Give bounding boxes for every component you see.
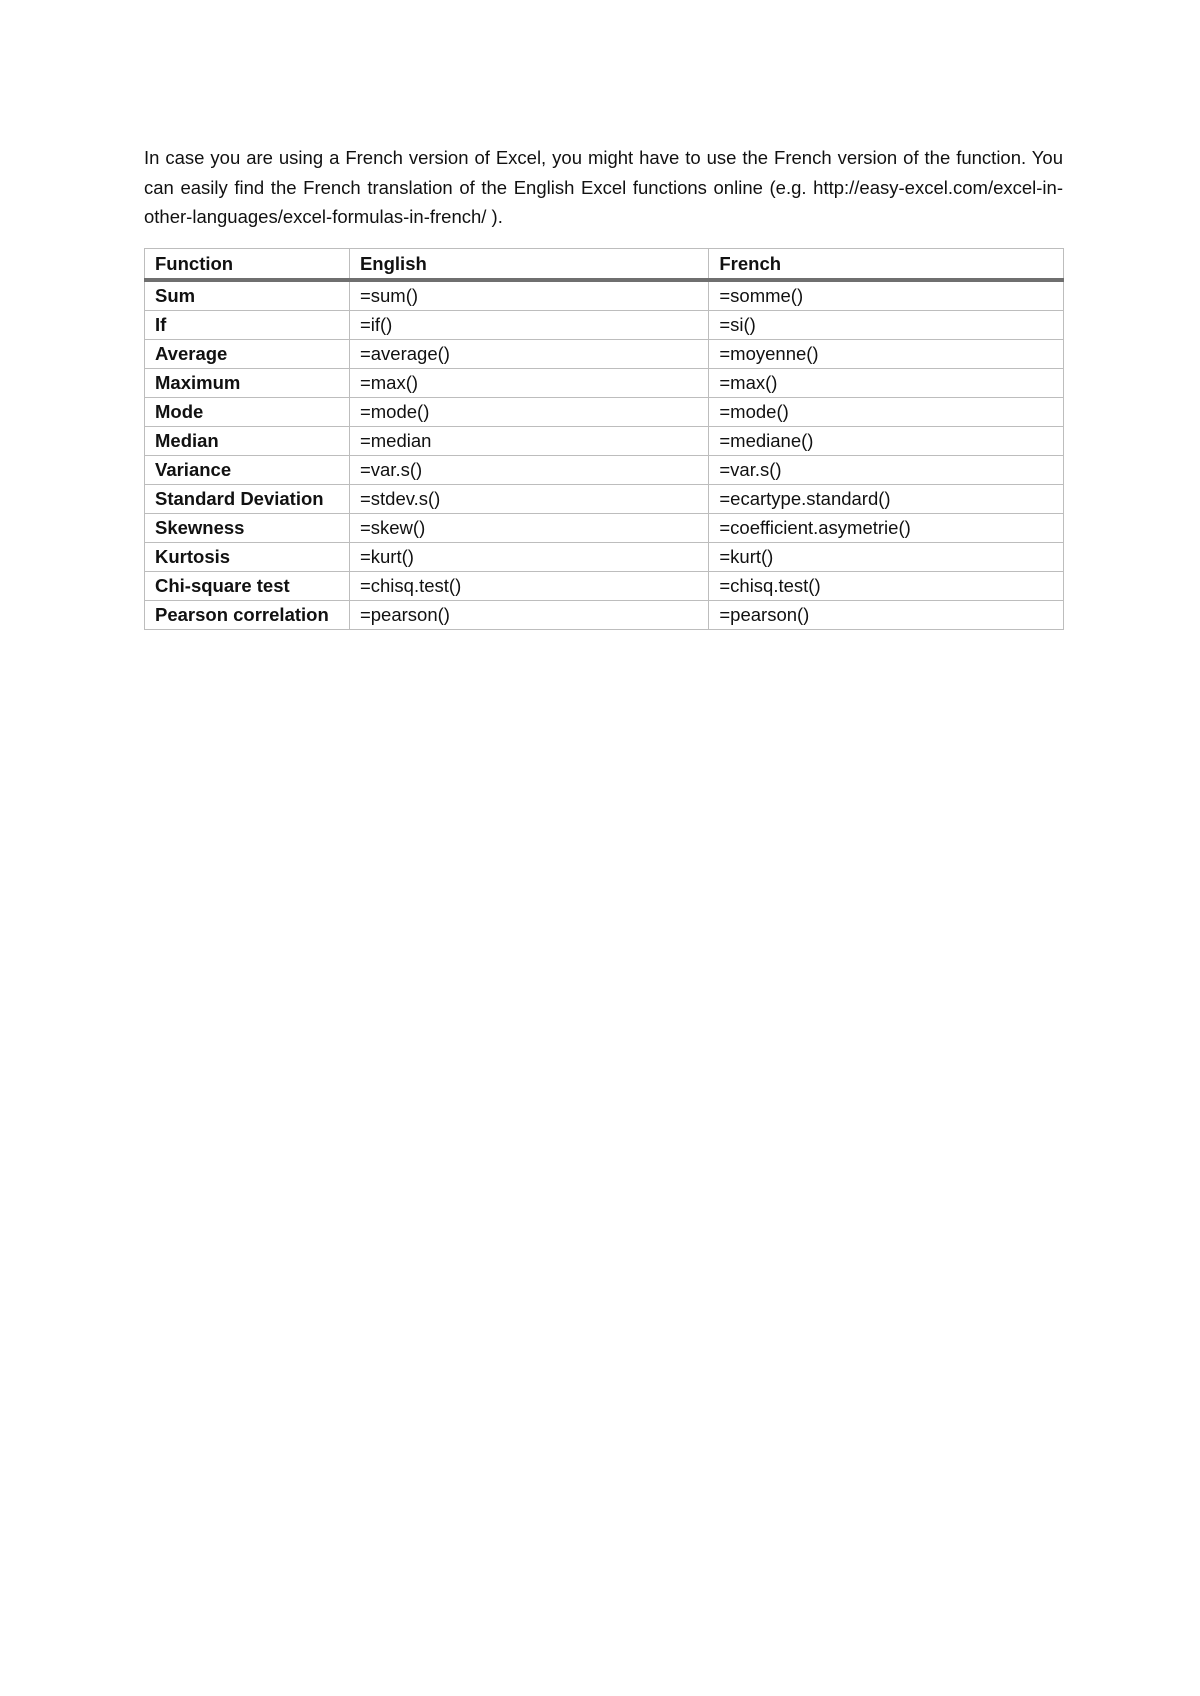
cell-english: =chisq.test() xyxy=(349,572,708,601)
table-row xyxy=(145,369,1064,398)
cell-english: =median xyxy=(349,427,708,456)
cell-french: =ecartype.standard() xyxy=(709,485,1064,514)
cell-function: Kurtosis xyxy=(145,543,350,572)
cell-french: =mediane() xyxy=(709,427,1064,456)
cell-french: =coefficient.asymetrie() xyxy=(709,514,1064,543)
cell-english: =pearson() xyxy=(349,601,708,630)
cell-english: =mode() xyxy=(349,398,708,427)
cell-function: Variance xyxy=(145,456,350,485)
cell-french: =max() xyxy=(709,369,1064,398)
cell-function: Median xyxy=(145,427,350,456)
table-row xyxy=(145,398,1064,427)
cell-english: =kurt() xyxy=(349,543,708,572)
cell-english: =max() xyxy=(349,369,708,398)
table-header xyxy=(145,249,1064,281)
cell-french: =si() xyxy=(709,311,1064,340)
cell-french: =chisq.test() xyxy=(709,572,1064,601)
cell-french: =mode() xyxy=(709,398,1064,427)
intro-paragraph: In case you are using a French version of Excel, you might have to use the French version of the function. You can easily find the French translation of the English Excel functions online (e.g. http://easy-excel.com/excel-in-other-languages/excel-formulas-in-french/ ). xyxy=(144,147,1063,227)
table-row xyxy=(145,280,1064,311)
cell-english: =if() xyxy=(349,311,708,340)
table-row xyxy=(145,311,1064,340)
table-body xyxy=(145,280,1064,630)
function-translation-table xyxy=(144,248,1064,630)
cell-french: =kurt() xyxy=(709,543,1064,572)
cell-french: =somme() xyxy=(709,280,1064,311)
table-row xyxy=(145,572,1064,601)
table-header-row xyxy=(145,249,1064,281)
cell-function: If xyxy=(145,311,350,340)
cell-french: =var.s() xyxy=(709,456,1064,485)
table-row xyxy=(145,543,1064,572)
table-row xyxy=(145,456,1064,485)
cell-english: =stdev.s() xyxy=(349,485,708,514)
cell-function: Skewness xyxy=(145,514,350,543)
cell-function: Pearson correlation xyxy=(145,601,350,630)
cell-english: =sum() xyxy=(349,280,708,311)
cell-function: Sum xyxy=(145,280,350,311)
table-row xyxy=(145,514,1064,543)
table-row xyxy=(145,427,1064,456)
cell-function: Chi-square test xyxy=(145,572,350,601)
cell-function: Maximum xyxy=(145,369,350,398)
header-function: Function xyxy=(145,249,350,281)
header-french: French xyxy=(709,249,1064,281)
table-row xyxy=(145,485,1064,514)
cell-function: Mode xyxy=(145,398,350,427)
table-row xyxy=(145,601,1064,630)
cell-french: =pearson() xyxy=(709,601,1064,630)
cell-french: =moyenne() xyxy=(709,340,1064,369)
cell-english: =average() xyxy=(349,340,708,369)
cell-english: =skew() xyxy=(349,514,708,543)
cell-english: =var.s() xyxy=(349,456,708,485)
header-english: English xyxy=(349,249,708,281)
cell-function: Average xyxy=(145,340,350,369)
table-row xyxy=(145,340,1064,369)
cell-function: Standard Deviation xyxy=(145,485,350,514)
